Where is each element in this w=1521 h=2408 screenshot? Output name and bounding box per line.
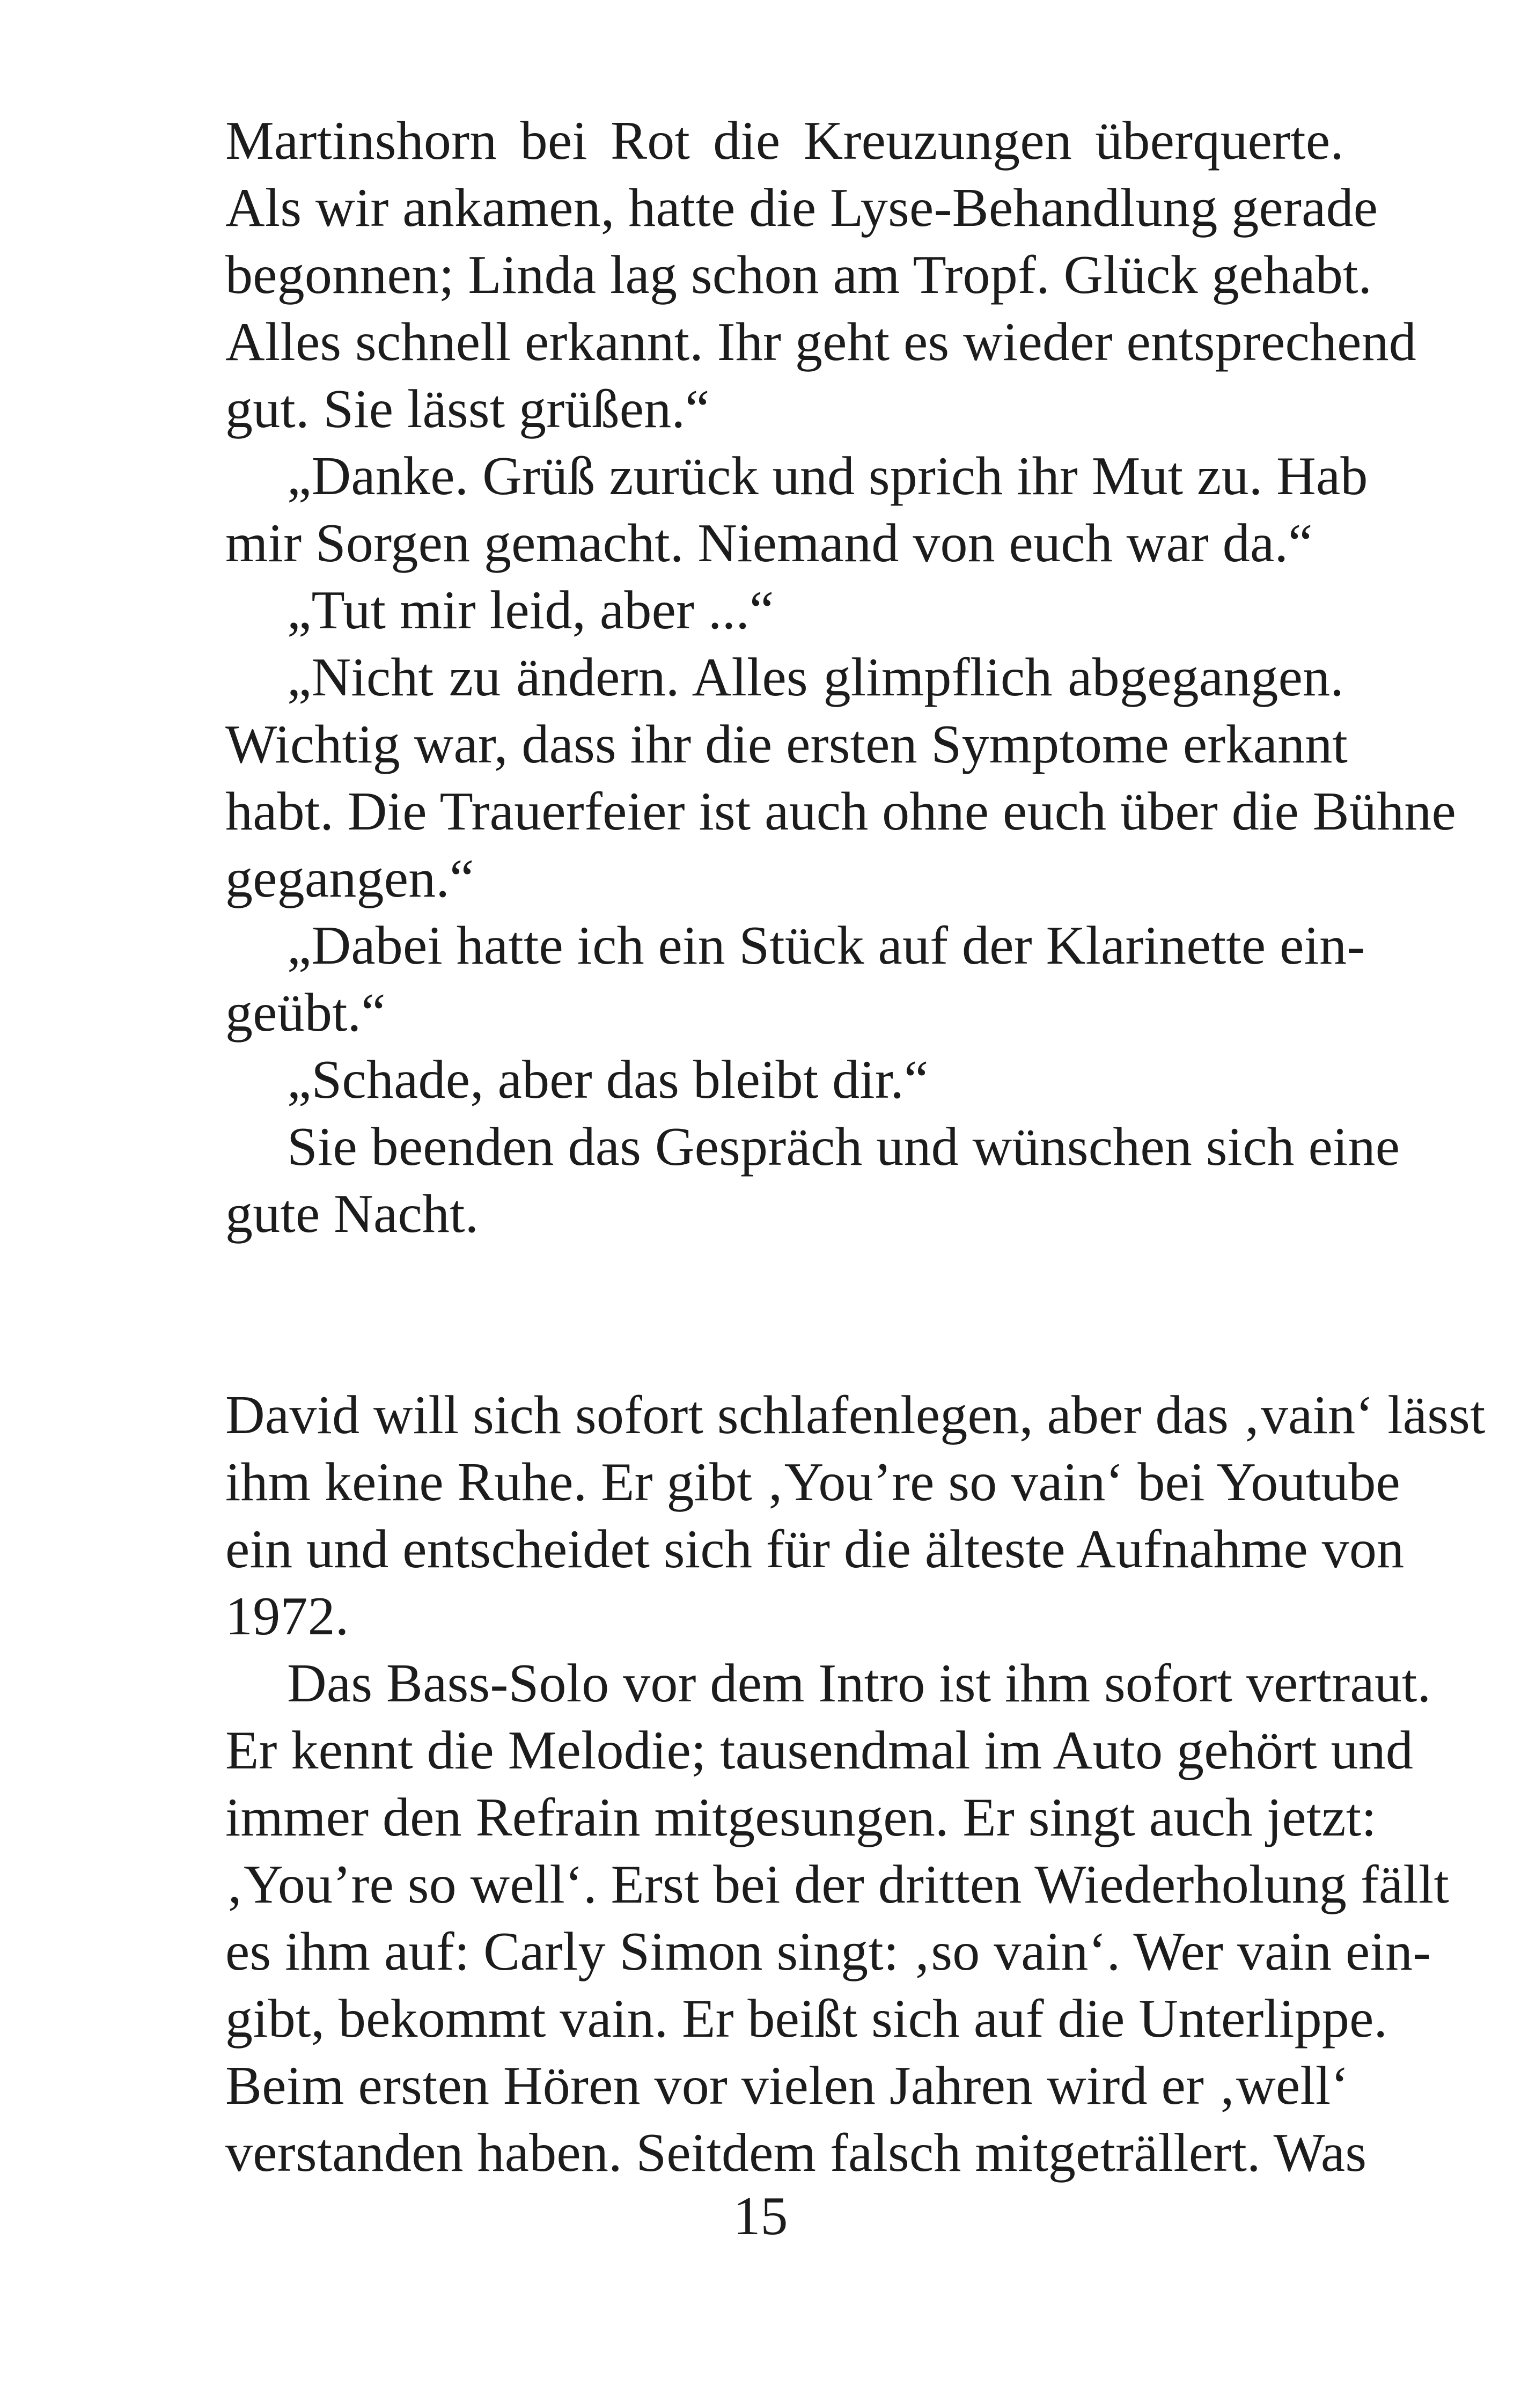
text-line: Martinshorn bei Rot die Kreuzungen überquerte. — [225, 111, 1344, 171]
text-line: ‚You’re so well‘. Erst bei der dritten Wiederholung fällt — [225, 1854, 1449, 1915]
text-line: habt. Die Trauerfeier ist auch ohne euch über die Bühne — [225, 781, 1456, 842]
text-line: „Nicht zu ändern. Alles glimpflich abgegangen. — [287, 647, 1344, 708]
text-line: David will sich sofort schlafenlegen, aber das ‚vain‘ lässt — [225, 1385, 1486, 1445]
text-line: „Danke. Grüß zurück und sprich ihr Mut zu. Hab — [287, 446, 1368, 506]
body-text — [225, 107, 1486, 2186]
text-line: gute Nacht. — [225, 1184, 479, 1244]
text-line: Wichtig war, dass ihr die ersten Symptome erkannt — [225, 714, 1348, 775]
text-line: „Tut mir leid, aber ...“ — [287, 580, 774, 641]
text-line: verstanden haben. Seitdem falsch mitgeträllert. Was — [225, 2123, 1367, 2183]
text-line: geübt.“ — [225, 982, 386, 1043]
text-line: Als wir ankamen, hatte die Lyse-Behandlung gerade — [225, 178, 1378, 238]
text-line: es ihm auf: Carly Simon singt: ‚so vain‘. Wer vain ein- — [225, 1921, 1431, 1982]
text-line: gegangen.“ — [225, 848, 474, 909]
text-line: „Dabei hatte ich ein Stück auf der Klarinette ein- — [287, 915, 1365, 976]
text-line: Sie beenden das Gespräch und wünschen sich eine — [287, 1117, 1400, 1177]
section-break — [225, 1247, 1344, 1382]
text-line: Das Bass-Solo vor dem Intro ist ihm sofort vertraut. — [287, 1653, 1431, 1714]
text-line: Alles schnell erkannt. Ihr geht es wieder entsprechend — [225, 312, 1416, 372]
text-line: 1972. — [225, 1586, 349, 1647]
text-line: mir Sorgen gemacht. Niemand von euch war da.“ — [225, 513, 1313, 574]
text-line: ein und entscheidet sich für die älteste Aufnahme von — [225, 1519, 1405, 1580]
text-line: begonnen; Linda lag schon am Tropf. Glück gehabt. — [225, 245, 1372, 305]
text-line: Beim ersten Hören vor vielen Jahren wird er ‚well‘ — [225, 2055, 1349, 2116]
page-number: 15 — [733, 2186, 788, 2247]
text-line: immer den Refrain mitgesungen. Er singt auch jetzt: — [225, 1787, 1377, 1848]
text-line: „Schade, aber das bleibt dir.“ — [287, 1049, 929, 1110]
text-line: gut. Sie lässt grüßen.“ — [225, 379, 710, 439]
text-line: gibt, bekommt vain. Er beißt sich auf die Unterlippe. — [225, 1988, 1388, 2049]
text-line: ihm keine Ruhe. Er gibt ‚You’re so vain‘ bei Youtube — [225, 1452, 1401, 1513]
text-line: Er kennt die Melodie; tausendmal im Auto gehört und — [225, 1720, 1414, 1781]
